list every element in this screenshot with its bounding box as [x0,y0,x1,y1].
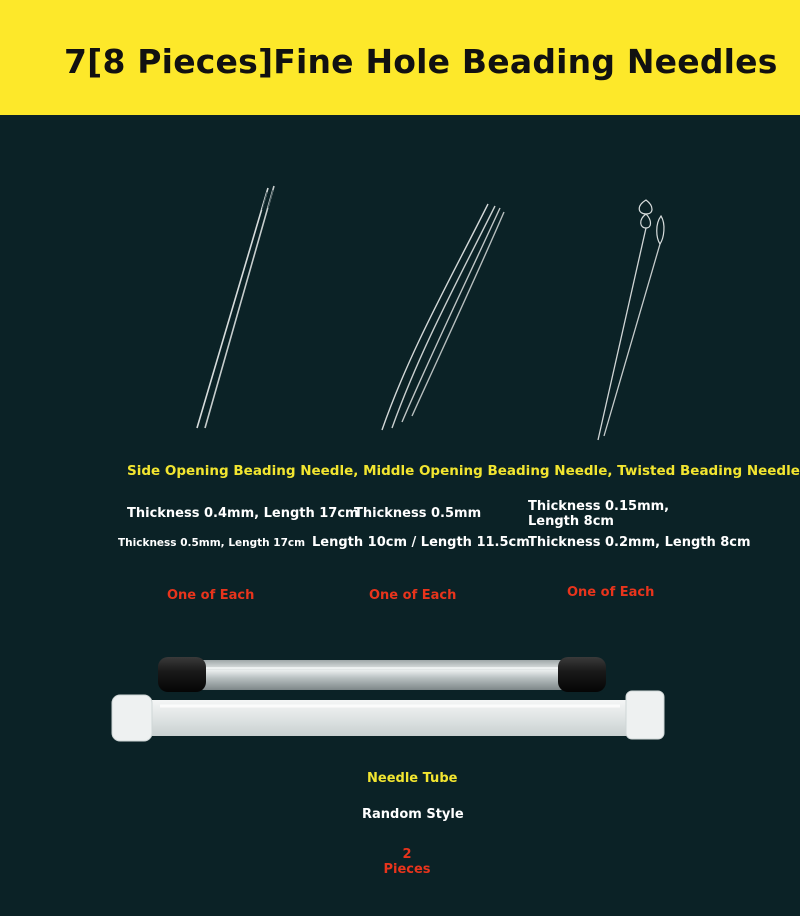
twisted-needle-spec-1b: Length 8cm [528,514,614,529]
twisted-needle-qty: One of Each [567,585,655,600]
middle-needle-spec-2: Length 10cm / Length 11.5cm [312,535,530,550]
page-title: 7[8 Pieces]Fine Hole Beading Needles [64,42,778,81]
needle-names: Side Opening Beading Needle, Middle Opening Beading Needle, Twisted Beading Needle [127,463,800,479]
side-needle-qty: One of Each [167,588,255,603]
tube-qty-unit: Pieces [383,862,431,877]
glass-needle-tube [158,657,606,692]
tube-style-text: Random Style [362,807,464,822]
twisted-needle-spec-1a: Thickness 0.15mm, [528,499,670,514]
side-needle-spec-2: Thickness 0.5mm, Length 17cm [118,537,306,549]
tube-qty-number: 2 [402,847,412,862]
twisted-needle-spec-2: Thickness 0.2mm, Length 8cm [528,535,751,550]
side-needle-spec-1: Thickness 0.4mm, Length 17cm [127,506,359,521]
plastic-needle-tube [112,691,664,741]
needle-tube-label: Needle Tube [367,771,458,786]
middle-needle-qty: One of Each [369,588,457,603]
middle-needle-spec-1: Thickness 0.5mm [354,506,482,521]
